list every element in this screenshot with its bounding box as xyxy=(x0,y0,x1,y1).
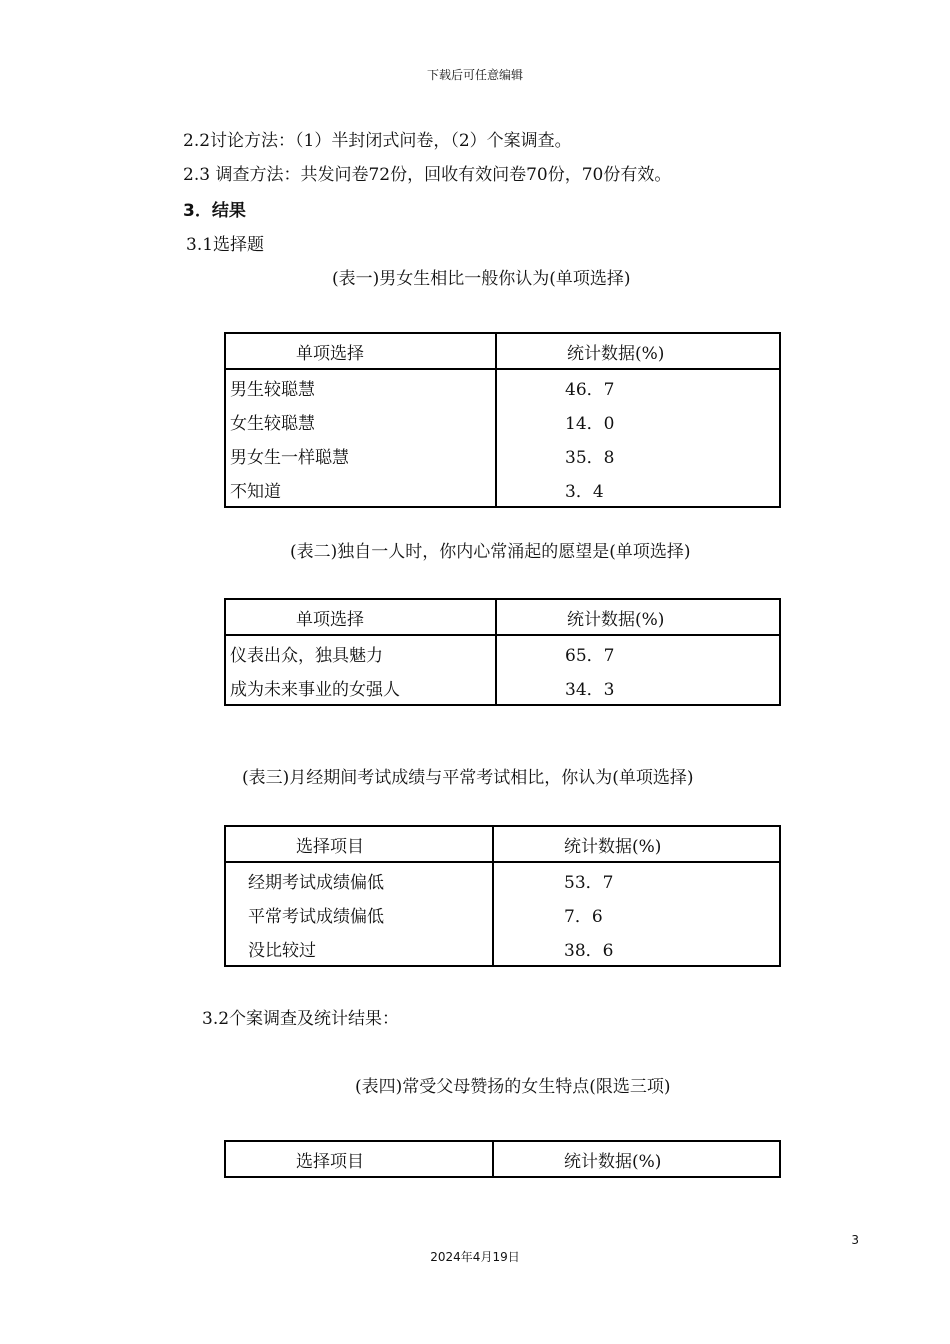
table-cell: 不知道 xyxy=(225,472,496,507)
table-cell: 女生较聪慧 xyxy=(225,404,496,438)
header-cell: 选择项目 xyxy=(225,826,493,862)
table-cell: 成为未来事业的女强人 xyxy=(225,670,496,705)
table-2-caption: (表二)独自一人时，你内心常涌起的愿望是(单项选择) xyxy=(290,542,691,562)
results-heading: 3．结果 xyxy=(183,201,246,221)
method-line: 2.2讨论方法：（1）半封闭式问卷，（2）个案调查。 xyxy=(183,131,572,151)
table-1-caption: (表一)男女生相比一般你认为(单项选择) xyxy=(332,269,631,289)
header-cell: 统计数据(%) xyxy=(564,1151,662,1172)
table-4 xyxy=(224,1140,781,1178)
survey-line: 2.3 调查方法：共发问卷72份，回收有效问卷70份，70份有效。 xyxy=(183,165,672,185)
table-row xyxy=(225,931,780,966)
table-4-caption: (表四)常受父母赞扬的女生特点(限选三项) xyxy=(355,1077,671,1097)
table-3-caption: (表三)月经期间考试成绩与平常考试相比，你认为(单项选择) xyxy=(242,768,694,788)
table-row xyxy=(225,670,780,705)
table-row xyxy=(225,897,780,931)
table-cell: 35．8 xyxy=(565,447,615,468)
header-cell: 统计数据(%) xyxy=(496,333,780,369)
table-cell: 没比较过 xyxy=(225,931,493,966)
header-cell: 统计数据(%) xyxy=(493,826,780,862)
page-number: 3 xyxy=(851,1233,859,1247)
header-cell: 选择项目 xyxy=(225,1141,493,1177)
table-row xyxy=(225,472,780,507)
table-cell: 38．6 xyxy=(564,940,614,961)
table-3 xyxy=(224,825,781,967)
table-1 xyxy=(224,332,781,508)
table-cell: 平常考试成绩偏低 xyxy=(225,897,493,931)
table-cell: 34．3 xyxy=(565,679,615,700)
table-cell: 14．0 xyxy=(565,413,615,434)
table-cell: 经期考试成绩偏低 xyxy=(225,862,493,897)
table-cell: 7．6 xyxy=(564,906,603,927)
header-cell: 单项选择 xyxy=(225,599,496,635)
table-cell: 仪表出众，独具魅力 xyxy=(225,635,496,670)
table-row xyxy=(225,438,780,472)
page-footer-date: 2024年4月19日 xyxy=(430,1250,520,1264)
header-cell: 单项选择 xyxy=(225,333,496,369)
table-cell: 男生较聪慧 xyxy=(225,369,496,404)
table-header-row xyxy=(225,1141,780,1177)
table-cell: 46．7 xyxy=(565,379,615,400)
table-header-row xyxy=(225,599,780,635)
table-2 xyxy=(224,598,781,706)
table-header-row xyxy=(225,333,780,369)
table-row xyxy=(225,635,780,670)
table-header-row xyxy=(225,826,780,862)
page-header: 下载后可任意编辑 xyxy=(426,68,523,82)
header-cell: 统计数据(%) xyxy=(496,599,780,635)
case-subheading: 3.2个案调查及统计结果： xyxy=(202,1009,400,1029)
table-cell: 3．4 xyxy=(565,481,604,502)
table-row xyxy=(225,369,780,404)
table-cell: 53．7 xyxy=(564,872,614,893)
table-row xyxy=(225,404,780,438)
table-row xyxy=(225,862,780,897)
choice-subheading: 3.1选择题 xyxy=(186,235,265,255)
table-cell: 男女生一样聪慧 xyxy=(225,438,496,472)
table-cell: 65．7 xyxy=(565,645,615,666)
